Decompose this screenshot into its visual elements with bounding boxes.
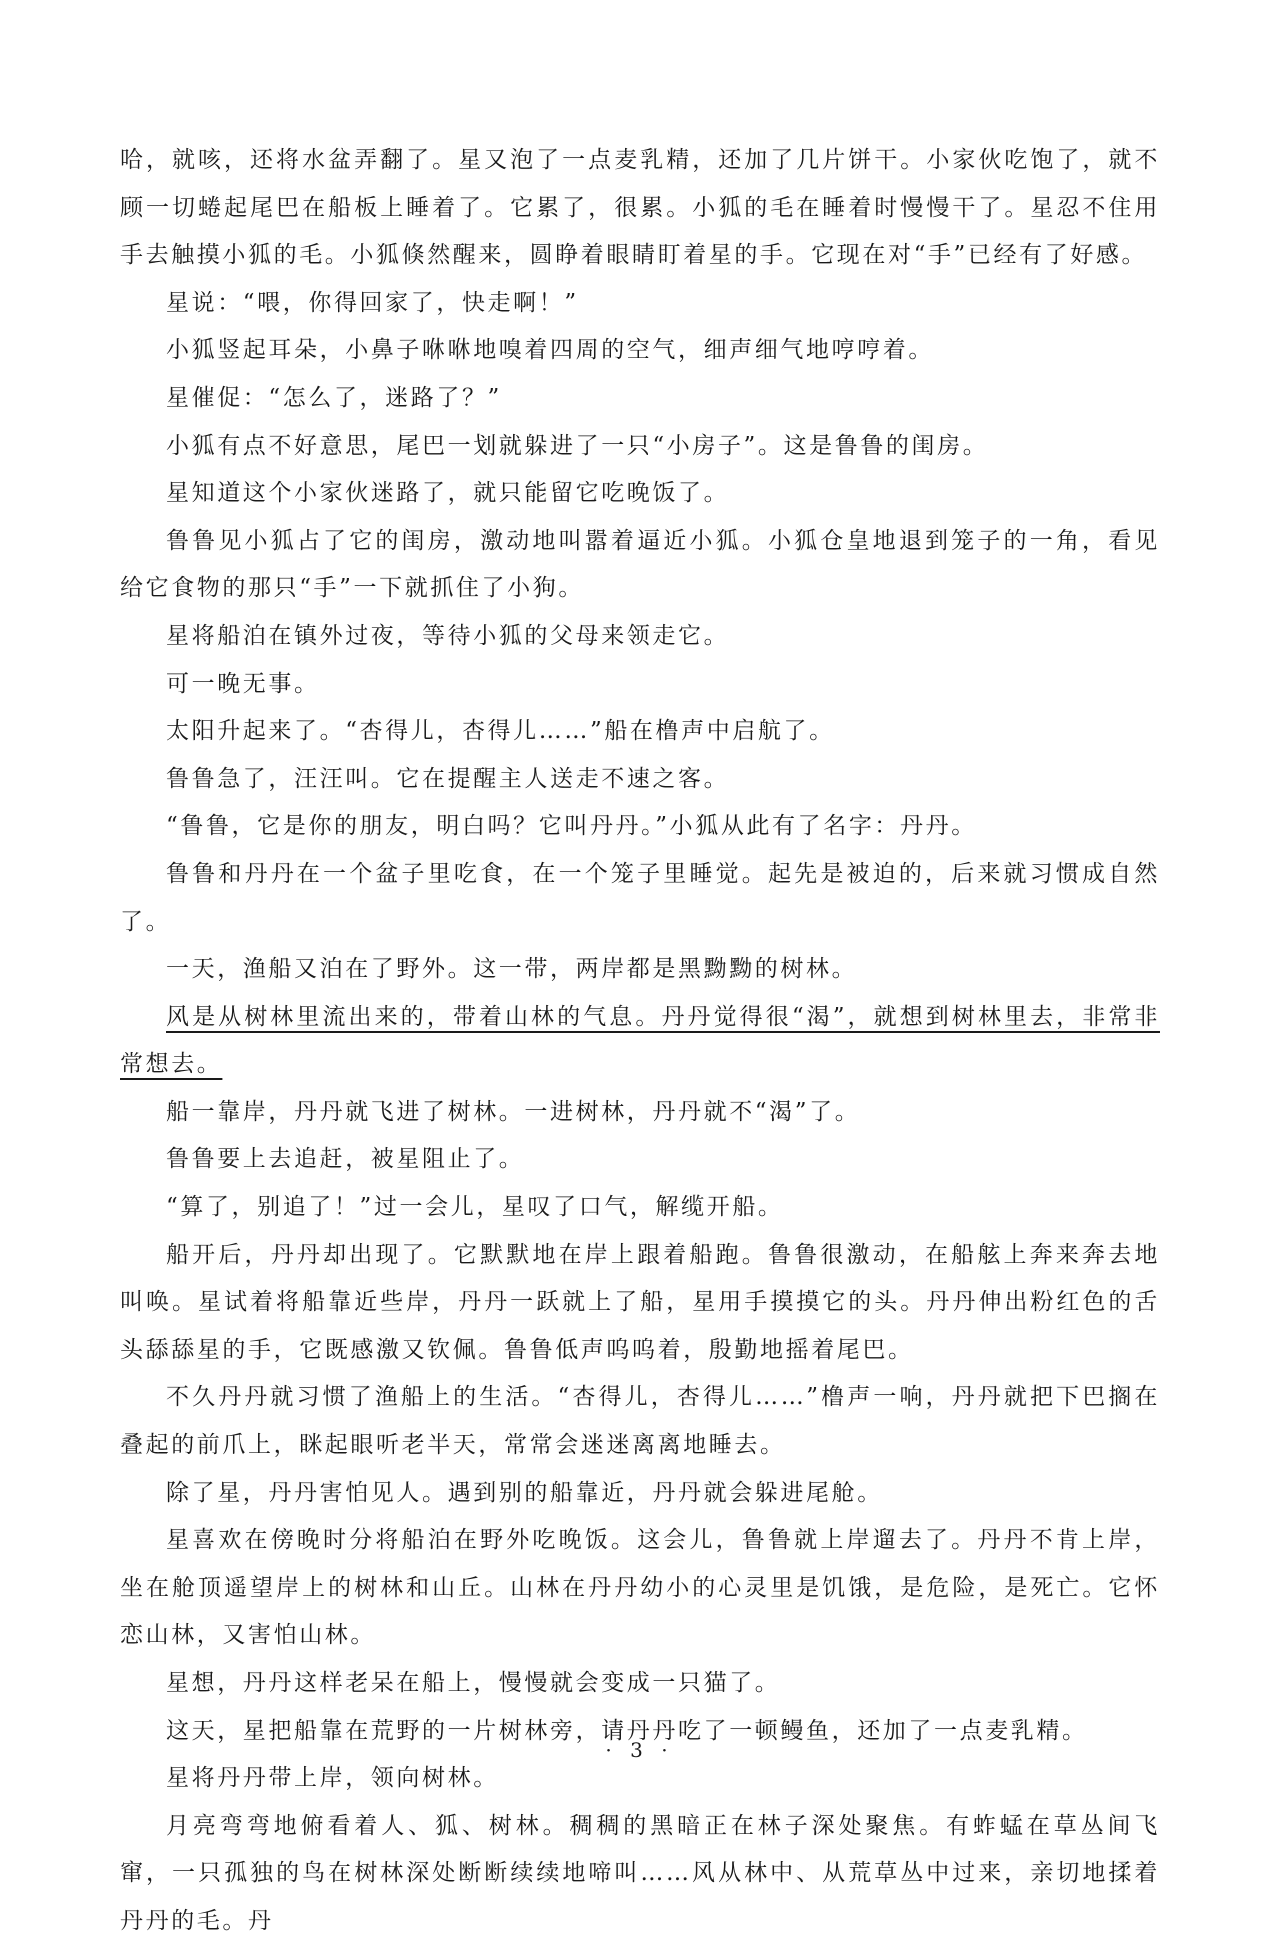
paragraph: 星说：“喂，你得回家了，快走啊！”: [166, 289, 579, 316]
paragraph: 星喜欢在傍晚时分将船泊在野外吃晚饭。这会儿，鲁鲁就上岸遛去了。丹丹不肯上岸，坐在舱顶遥望岸上的树林和山丘。山林在丹丹幼小的心灵里是饥饿，是危险，是死亡。它怀恋山林，又害怕山林。: [120, 1527, 1160, 1649]
paragraph: 不久丹丹就习惯了渔船上的生活。“杏得儿，杏得儿……”橹声一响，丹丹就把下巴搁在叠起的前爪上，眯起眼听老半天，常常会迷迷离离地睡去。: [120, 1384, 1160, 1459]
paragraph: 这天，星把船靠在荒野的一片树林旁，请丹丹吃了一顿鳗鱼，还加了一点麦乳精。: [166, 1717, 1088, 1744]
paragraph: 星知道这个小家伙迷路了，就只能留它吃晚饭了。: [166, 480, 730, 507]
paragraph: 除了星，丹丹害怕见人。遇到别的船靠近，丹丹就会躲进尾舱。: [166, 1479, 883, 1506]
paragraph: 鲁鲁和丹丹在一个盆子里吃食，在一个笼子里睡觉。起先是被迫的，后来就习惯成自然了。: [120, 860, 1160, 935]
underlined-sentence: 风是从树林里流出来的，带着山林的气息。丹丹觉得很“渴”，就想到树林里去，非常非常想去。: [120, 1003, 1160, 1078]
document-body: [120, 137, 1160, 1946]
paragraph: 船开后，丹丹却出现了。它默默地在岸上跟着船跑。鲁鲁很激动，在船舷上奔来奔去地叫唤。星试着将船靠近些岸，丹丹一跃就上了船，星用手摸摸它的头。丹丹伸出粉红色的舌头舔舔星的手，它既感激又钦佩。鲁鲁低声呜呜着，殷勤地摇着尾巴。: [120, 1241, 1160, 1363]
paragraph: 可一晚无事。: [166, 670, 320, 697]
paragraph: 鲁鲁急了，汪汪叫。它在提醒主人送走不速之客。: [166, 765, 730, 792]
paragraph: 鲁鲁见小狐占了它的闺房，激动地叫嚣着逼近小狐。小狐仓皇地退到笼子的一角，看见给它食物的那只“手”一下就抓住了小狗。: [120, 527, 1160, 602]
paragraph: 月亮弯弯地俯看着人、狐、树林。稠稠的黑暗正在林子深处聚焦。有蚱蜢在草丛间飞窜，一只孤独的鸟在树林深处断断续续地啼叫……风从林中、从荒草丛中过来，亲切地揉着丹丹的毛。丹: [120, 1812, 1160, 1934]
paragraph: “算了，别追了！”过一会儿，星叹了口气，解缆开船。: [166, 1194, 784, 1221]
paragraph: 一天，渔船又泊在了野外。这一带，两岸都是黑黝黝的树林。: [166, 956, 858, 983]
paragraph: 小狐竖起耳朵，小鼻子咻咻地嗅着四周的空气，细声细气地哼哼着。: [166, 337, 934, 364]
paragraph: 小狐有点不好意思，尾巴一划就躲进了一只“小房子”。这是鲁鲁的闺房。: [166, 432, 989, 459]
paragraph: 鲁鲁要上去追赶，被星阻止了。: [166, 1146, 525, 1173]
paragraph: 哈，就咳，还将水盆弄翻了。星又泡了一点麦乳精，还加了几片饼干。小家伙吃饱了，就不顾一切蜷起尾巴在船板上睡着了。它累了，很累。小狐的毛在睡着时慢慢干了。星忍不住用手去触摸小狐的毛。小狐倏然醒来，圆睁着眼睛盯着星的手。它现在对“手”已经有了好感。: [120, 147, 1160, 269]
paragraph: 太阳升起来了。“杏得儿，杏得儿……”船在橹声中启航了。: [166, 718, 835, 745]
paragraph: 星想，丹丹这样老呆在船上，慢慢就会变成一只猫了。: [166, 1670, 781, 1696]
page-number: · 3 ·: [605, 1738, 674, 1762]
paragraph: 星将船泊在镇外过夜，等待小狐的父母来领走它。: [166, 622, 730, 649]
paragraph: “鲁鲁，它是你的朋友，明白吗？它叫丹丹。”小狐从此有了名字：丹丹。: [166, 813, 977, 840]
paragraph: 星催促：“怎么了，迷路了？”: [166, 384, 502, 411]
paragraph: 星将丹丹带上岸，领向树林。: [166, 1765, 499, 1792]
underlined-paragraph: [120, 994, 1160, 1089]
paragraph: 船一靠岸，丹丹就飞进了树林。一进树林，丹丹就不“渴”了。: [166, 1098, 861, 1125]
